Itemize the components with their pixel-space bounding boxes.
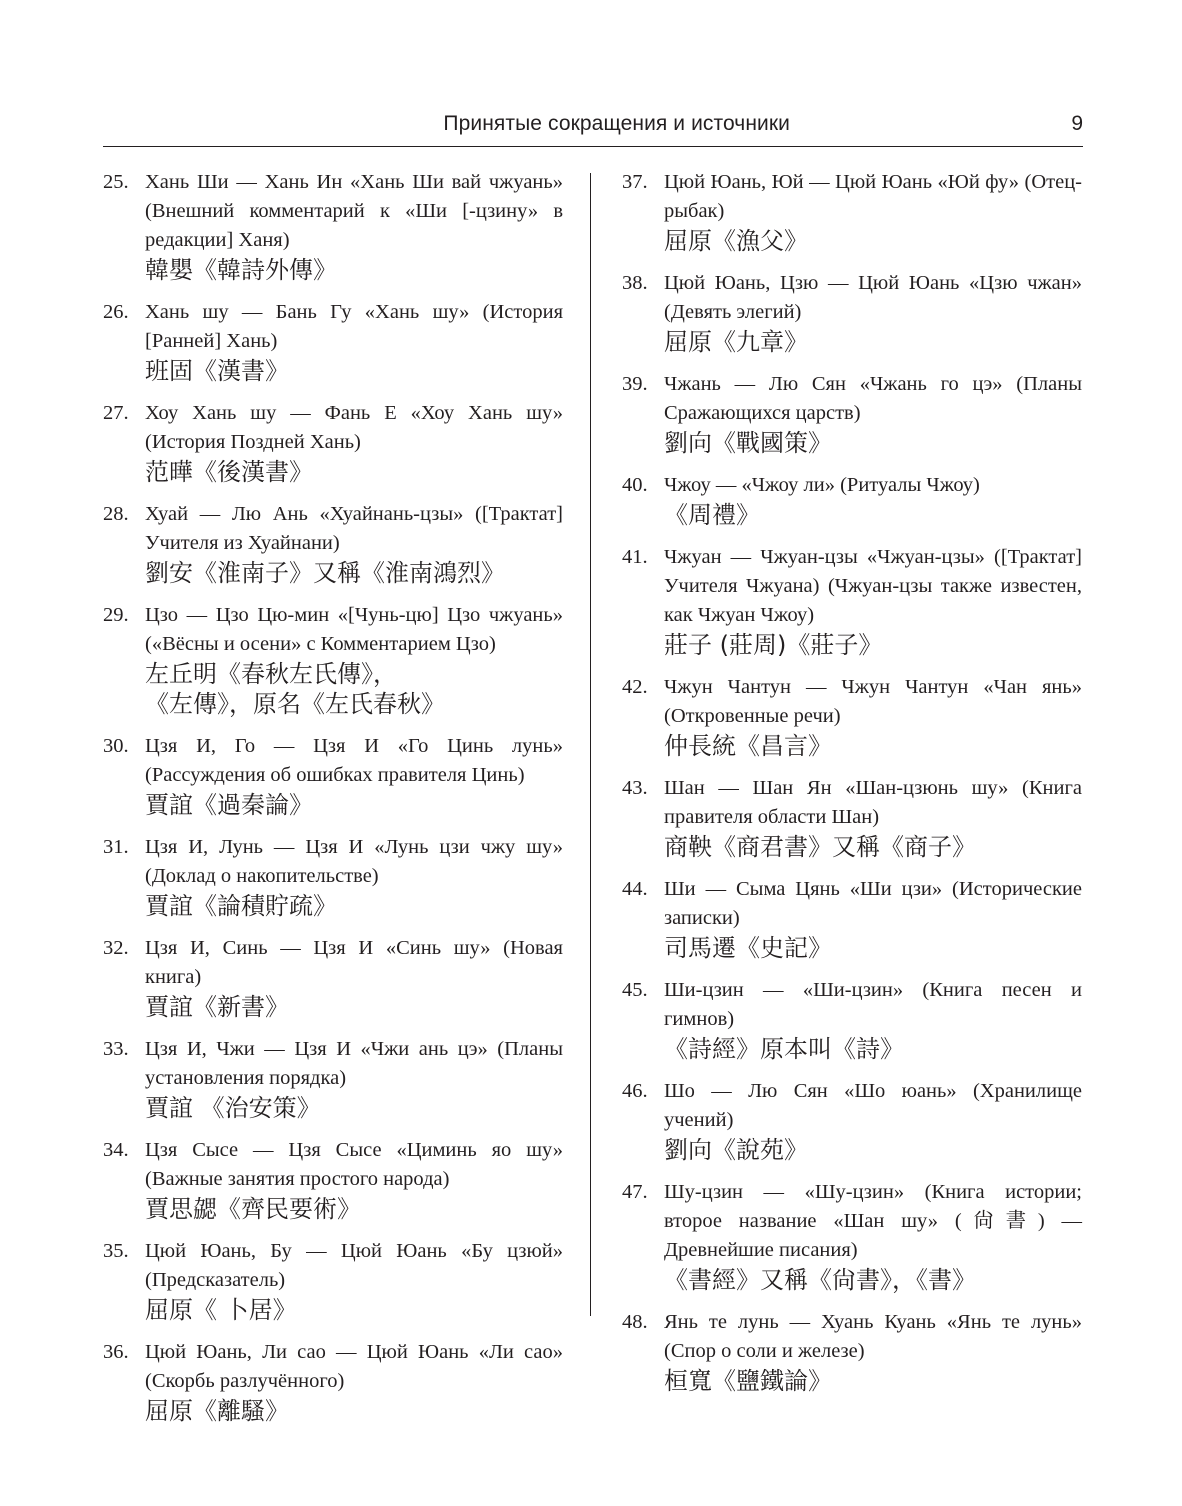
list-item (103, 399, 563, 487)
list-item (622, 673, 1082, 761)
entry-text: Цюй Юань, Ли сао — Цюй Юань «Ли сао» (Скорбь разлучённого) (145, 1341, 563, 1392)
page-number: 9 (1071, 112, 1083, 135)
entry-chinese: 桓寬《鹽鐵論》 (664, 1367, 832, 1395)
entry-number: 41. (622, 546, 648, 568)
entry-number: 37. (622, 171, 648, 193)
entry-text: Шан — Шан Ян «Шан-цзюнь шу» (Книга правителя области Шан) (664, 777, 1082, 828)
entry-chinese: 班固《漢書》 (145, 357, 289, 385)
entry-text: Ши — Сыма Цянь «Ши цзи» (Исторические записки) (664, 878, 1082, 929)
list-item (103, 1035, 563, 1123)
entry-chinese: 商鞅《商君書》又稱《商子》 (664, 833, 976, 861)
list-item (622, 543, 1082, 660)
entry-number: 27. (103, 402, 129, 424)
right-column (622, 168, 1082, 1409)
entry-chinese: 韓嬰《韓詩外傳》 (145, 256, 337, 284)
list-item (622, 774, 1082, 862)
entry-number: 45. (622, 979, 648, 1001)
list-item (622, 471, 1082, 530)
running-header (103, 110, 1083, 147)
list-item (622, 976, 1082, 1064)
entry-chinese: 屈原《漁父》 (664, 227, 808, 255)
entry-chinese: 莊子 (莊周)《莊子》 (664, 631, 883, 659)
list-item (103, 298, 563, 386)
entry-text: Чжоу — «Чжоу ли» (Ритуалы Чжоу) (664, 474, 980, 496)
list-item (103, 934, 563, 1022)
entry-text: Цзо — Цзо Цю-мин «[Чунь-цю] Цзо чжуань» («Вёсны и осени» с Комментарием Цзо) (145, 604, 563, 655)
entry-number: 26. (103, 301, 129, 323)
entry-text: Янь те лунь — Хуань Куань «Янь те лунь» (Спор о соли и железе) (664, 1311, 1082, 1362)
entry-number: 48. (622, 1311, 648, 1333)
left-column (103, 168, 563, 1439)
entry-text: Цзя И, Чжи — Цзя И «Чжи ань цэ» (Планы установления порядка) (145, 1038, 563, 1089)
entry-chinese: 屈原《離騷》 (145, 1397, 289, 1425)
entry-number: 35. (103, 1240, 129, 1262)
list-item (103, 833, 563, 921)
list-item (622, 168, 1082, 256)
list-item (622, 1308, 1082, 1396)
entry-text: Цзя Сысе — Цзя Сысе «Циминь яо шу» (Важные занятия простого народа) (145, 1139, 563, 1190)
list-item (622, 1178, 1082, 1295)
entry-chinese: 劉向《說苑》 (664, 1136, 808, 1164)
entry-text: Хуай — Лю Ань «Хуайнань-цзы» ([Трактат] Учителя из Хуайнани) (145, 503, 563, 554)
entry-text: Шу-цзин — «Шу-цзин» (Книга истории; второе название «Шан шу» (尙書) — Древнейшие писания) (664, 1181, 1082, 1261)
entry-number: 29. (103, 604, 129, 626)
entry-chinese: 劉向《戰國策》 (664, 429, 832, 457)
list-item (103, 1338, 563, 1426)
entry-text: Цзя И, Синь — Цзя И «Синь шу» (Новая книга) (145, 937, 563, 988)
entry-text: Чжань — Лю Сян «Чжань го цэ» (Планы Сражающихся царств) (664, 373, 1082, 424)
header-title: Принятые сокращения и источники (443, 112, 790, 135)
entry-chinese: 賈誼《新書》 (145, 993, 289, 1021)
entry-text: Шо — Лю Сян «Шо юань» (Хранилище учений) (664, 1080, 1082, 1131)
entry-number: 46. (622, 1080, 648, 1102)
entry-chinese: 屈原《 卜居》 (145, 1296, 297, 1324)
entry-text: Хань шу — Бань Гу «Хань шу» (История [Ранней] Хань) (145, 301, 563, 352)
entry-chinese: 賈誼 《治安策》 (145, 1094, 321, 1122)
entry-text: Хань Ши — Хань Ин «Хань Ши вай чжуань» (Внешний комментарий к «Ши [-цзину» в редакции] Ханя) (145, 171, 563, 251)
entry-text: Ши-цзин — «Ши-цзин» (Книга песен и гимнов) (664, 979, 1082, 1030)
entry-text: Хоу Хань шу — Фань Е «Хоу Хань шу» (История Поздней Хань) (145, 402, 563, 453)
list-item (103, 601, 563, 719)
entry-number: 30. (103, 735, 129, 757)
list-item (103, 168, 563, 285)
entry-chinese: 賈誼《過秦論》 (145, 791, 313, 819)
entry-number: 32. (103, 937, 129, 959)
list-item (103, 732, 563, 820)
list-item (622, 269, 1082, 357)
entry-chinese: 賈思勰《齊民要術》 (145, 1195, 361, 1223)
entry-number: 28. (103, 503, 129, 525)
list-item (622, 875, 1082, 963)
list-item (103, 500, 563, 588)
entry-text: Чжун Чантун — Чжун Чантун «Чан янь» (Откровенные речи) (664, 676, 1082, 727)
entry-chinese: 劉安《淮南子》又稱《淮南鴻烈》 (145, 559, 505, 587)
entry-chinese: 賈誼《論積貯疏》 (145, 892, 337, 920)
list-item (103, 1136, 563, 1224)
entry-text: Цюй Юань, Бу — Цюй Юань «Бу цзюй» (Предсказатель) (145, 1240, 563, 1291)
entry-text: Чжуан — Чжуан-цзы «Чжуан-цзы» ([Трактат] Учителя Чжуана) (Чжуан-цзы также известен, как Чжуан Чжоу) (664, 546, 1082, 626)
entry-number: 33. (103, 1038, 129, 1060)
entry-text: Цзя И, Го — Цзя И «Го Цинь лунь» (Рассуждения об ошибках правителя Цинь) (145, 735, 563, 786)
entry-number: 44. (622, 878, 648, 900)
entry-number: 43. (622, 777, 648, 799)
entry-chinese: 司馬遷《史記》 (664, 934, 832, 962)
entry-text: Цзя И, Лунь — Цзя И «Лунь цзи чжу шу» (Доклад о накопительстве) (145, 836, 563, 887)
entry-number: 40. (622, 474, 648, 496)
entry-chinese: 《周禮》 (664, 501, 760, 529)
entry-text: Цюй Юань, Цзю — Цюй Юань «Цзю чжан» (Девять элегий) (664, 272, 1082, 323)
column-divider (590, 173, 591, 1316)
entry-number: 31. (103, 836, 129, 858)
entry-number: 47. (622, 1181, 648, 1203)
entry-chinese: 《詩經》原本叫《詩》 (664, 1035, 904, 1063)
entry-number: 39. (622, 373, 648, 395)
entry-number: 36. (103, 1341, 129, 1363)
entry-number: 42. (622, 676, 648, 698)
list-item (103, 1237, 563, 1325)
entry-chinese: 屈原《九章》 (664, 328, 808, 356)
list-item (622, 370, 1082, 458)
entry-number: 38. (622, 272, 648, 294)
entry-chinese: 仲長統《昌言》 (664, 732, 832, 760)
entry-chinese: 左丘明《春秋左氏傳》， (145, 660, 397, 688)
entry-number: 25. (103, 171, 129, 193)
entry-chinese-continued: 《左傳》，原名《左氏春秋》 (145, 690, 445, 718)
entry-chinese: 《書經》又稱《尙書》，《書》 (664, 1266, 976, 1294)
entry-chinese: 范曄《後漢書》 (145, 458, 313, 486)
list-item (622, 1077, 1082, 1165)
entry-number: 34. (103, 1139, 129, 1161)
entry-text: Цюй Юань, Юй — Цюй Юань «Юй фу» (Отец-рыбак) (664, 171, 1082, 222)
